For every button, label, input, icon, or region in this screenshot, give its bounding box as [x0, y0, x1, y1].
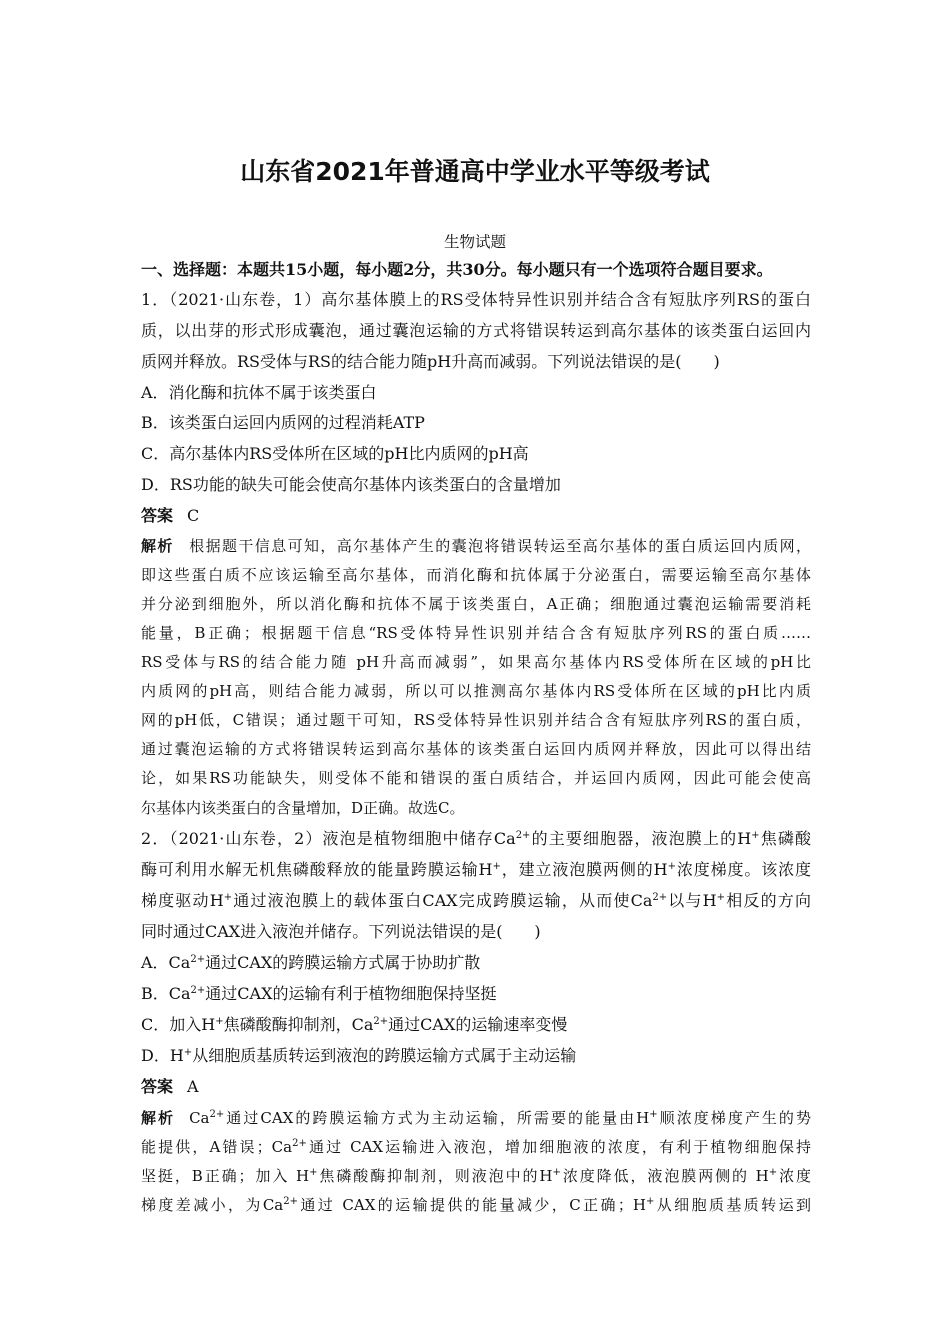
q1-analysis-line: 即这些蛋白质不应该运输至高尔基体，而消化酶和抗体属于分泌蛋白，需要运输至高尔基体	[141, 566, 811, 584]
q1-analysis-line: 并分泌到细胞外，所以消化酶和抗体不属于该类蛋白，A正确；细胞通过囊泡运输需要消耗	[141, 595, 811, 613]
q2-option-b: B．$Ca^{2+}$通过CAX的运输有利于植物细胞保持坚挺	[141, 984, 497, 1003]
q1-analysis-line: 尔基体内该类蛋白的含量增加，D正确。故选C。	[141, 799, 465, 817]
q2-stem-line: 酶可利用水解无机焦磷酸释放的能量跨膜运输H+，建立液泡膜两侧的H+浓度梯度。该浓度	[141, 860, 811, 879]
q1-option-a: A．消化酶和抗体不属于该类蛋白	[141, 383, 377, 402]
q2-analysis-line: 解析 $Ca^{2+}$通过CAX的跨膜运输方式为主动运输，所需要的能量由H+顺浓度梯度产生的势	[141, 1109, 811, 1127]
q1-answer-value: C	[187, 506, 200, 525]
q1-option-b: B．该类蛋白运回内质网的过程消耗ATP	[141, 413, 425, 432]
q1-analysis-line: RS受体与RS的结合能力随 pH升高而减弱”，如果高尔基体内RS受体所在区域的pH比	[141, 653, 811, 671]
section-heading: 一、选择题：本题共15小题，每小题2分，共30分。每小题只有一个选项符合题目要求。	[141, 260, 773, 279]
q1-answer	[141, 505, 811, 527]
q1-stem-line: 质网并释放。RS受体与RS的结合能力随pH升高而减弱。下列说法错误的是( )	[141, 352, 720, 371]
q1-analysis-line: 能量，B正确；根据题干信息“RS受体特异性识别并结合含有短肽序列RS的蛋白质……	[141, 624, 811, 642]
q1-stem-line: 1．（2021·山东卷，1）高尔基体膜上的RS受体特异性识别并结合含有短肽序列RS的蛋白	[141, 290, 811, 309]
q1-analysis-line: 内质网的pH高，则结合能力减弱，所以可以推测高尔基体内RS受体所在区域的pH比内质	[141, 682, 811, 700]
q2-stem-line: 同时通过CAX进入液泡并储存。下列说法错误的是( )	[141, 922, 541, 941]
q2-option-a: A．$Ca^{2+}$通过CAX的跨膜运输方式属于协助扩散	[141, 953, 481, 972]
q1-analysis-line	[141, 535, 811, 557]
q2-answer	[141, 1076, 811, 1098]
q1-analysis-line: 网的pH低，C错误；通过题干可知，RS受体特异性识别并结合含有短肽序列RS的蛋白质，	[141, 711, 811, 729]
q2-option-c: C．加入H+焦磷酸酶抑制剂，$Ca^{2+}$通过CAX的运输速率变慢	[141, 1015, 568, 1034]
q1-option-d: D．RS功能的缺失可能会使高尔基体内该类蛋白的含量增加	[141, 475, 561, 494]
q2-answer-value: A	[187, 1077, 199, 1096]
answer-label: 答案	[141, 1077, 174, 1096]
q2-analysis-line: 坚挺，B正确；加入 H+焦磷酸酶抑制剂，则液泡中的H+浓度降低，液泡膜两侧的 H+浓度	[141, 1167, 811, 1185]
q1-analysis-line: 通过囊泡运输的方式将错误转运到高尔基体的该类蛋白运回内质网并释放，因此可以得出结	[141, 740, 811, 758]
q2-option-d: D．H+从细胞质基质转运到液泡的跨膜运输方式属于主动运输	[141, 1046, 577, 1065]
q1-stem-line: 质，以出芽的形式形成囊泡，通过囊泡运输的方式将错误转运到高尔基体的该类蛋白运回内	[141, 321, 811, 340]
analysis-label: 解析	[141, 537, 174, 555]
analysis-label: 解析	[141, 1109, 176, 1127]
exam-title: 山东省2021年普通高中学业水平等级考试	[240, 157, 710, 186]
answer-label: 答案	[141, 506, 174, 525]
q1-analysis-line: 论，如果RS功能缺失，则受体不能和错误的蛋白质结合，并运回内质网，因此可能会使高	[141, 769, 811, 787]
q1-analysis-text: 根据题干信息可知，高尔基体产生的囊泡将错误转运至高尔基体的蛋白质运回内质网，	[187, 537, 811, 555]
q2-analysis-line: 能提供，A错误；$Ca^{2+}$通过 CAX运输进入液泡，增加细胞液的浓度，有利于植物细胞保持	[141, 1138, 811, 1156]
q1-option-c: C．高尔基体内RS受体所在区域的pH比内质网的pH高	[141, 444, 529, 463]
subject-title: 生物试题	[443, 233, 506, 251]
q2-analysis-line: 梯度差减小，为$Ca^{2+}$通过 CAX的运输提供的能量减少，C正确；H+从细胞质基质转运到	[141, 1196, 811, 1214]
q2-stem-line: 2．（2021·山东卷，2）液泡是植物细胞中储存$Ca^{2+}$的主要细胞器，液泡膜上的H+焦磷酸	[141, 829, 811, 848]
q2-stem-line: 梯度驱动H+通过液泡膜上的载体蛋白CAX完成跨膜运输，从而使$Ca^{2+}$以与H+相反的方向	[141, 891, 811, 910]
